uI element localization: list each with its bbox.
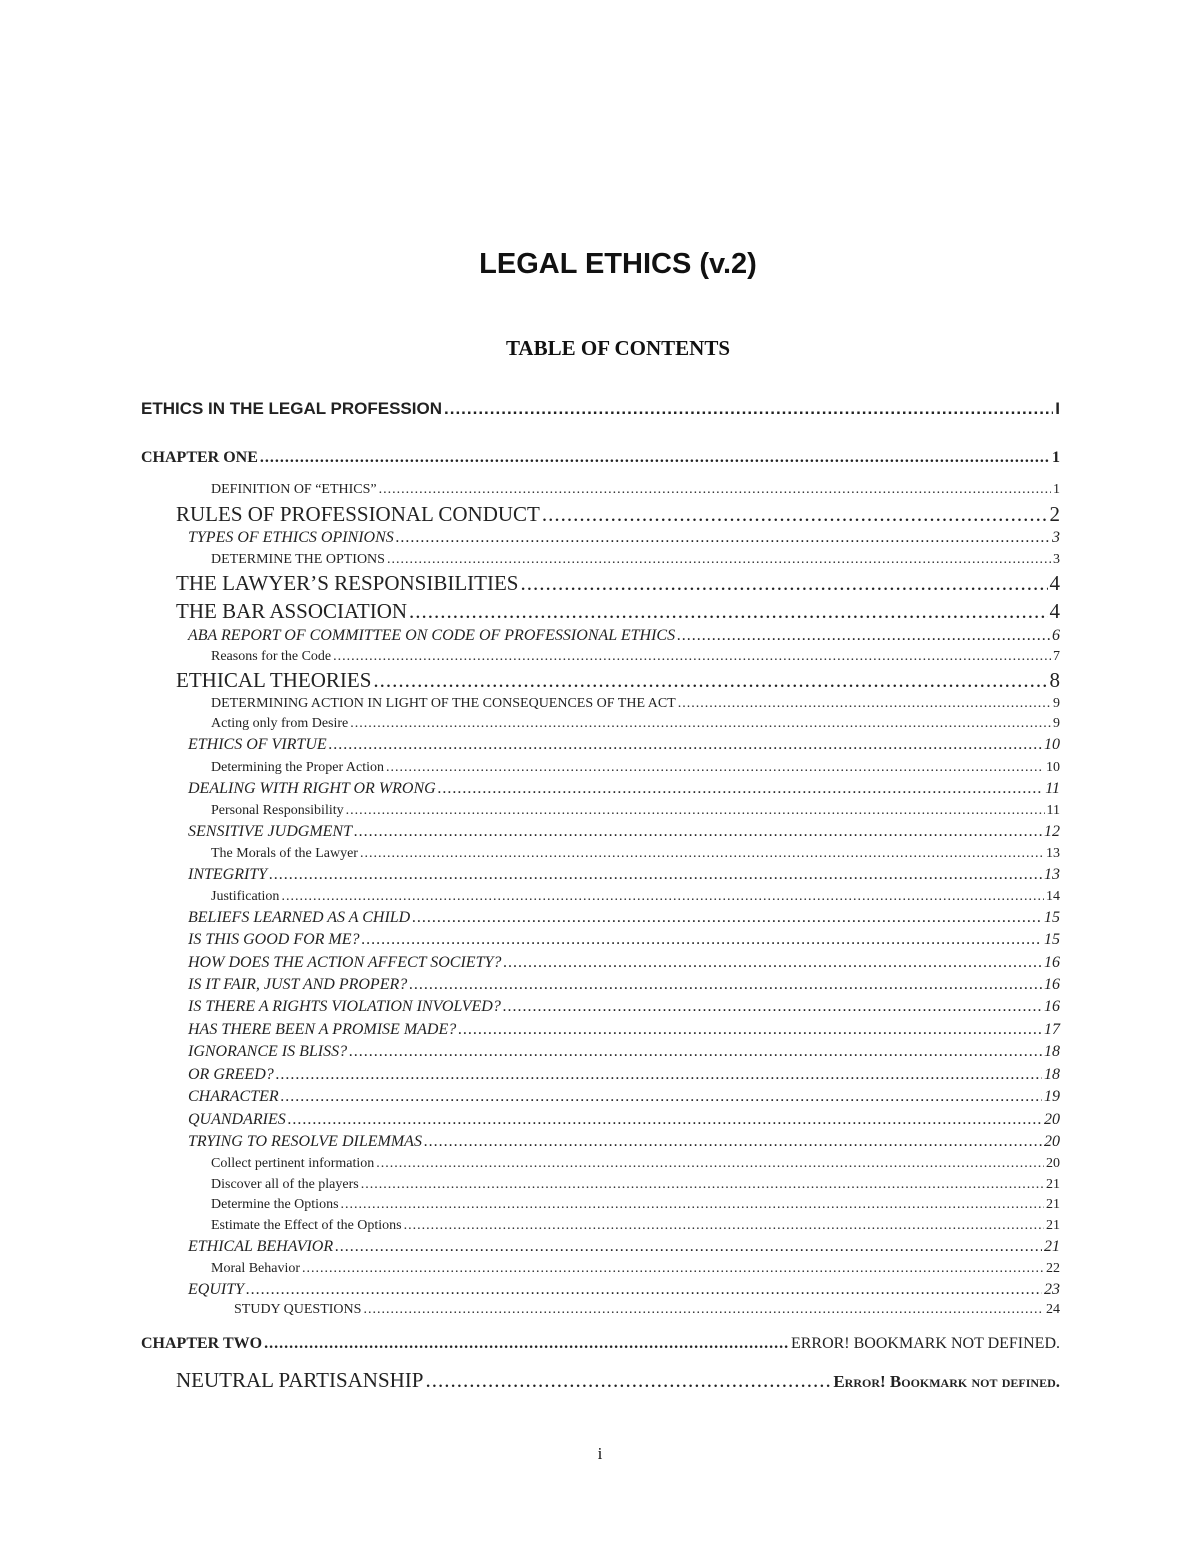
toc-entry-label: DETERMINING ACTION IN LIGHT OF THE CONSEQUENCES OF THE ACT <box>211 696 676 711</box>
toc-entry-page: 20 <box>1046 1156 1060 1171</box>
toc-entry[interactable] <box>188 1238 1060 1256</box>
toc-entry-label: Determining the Proper Action <box>211 760 385 775</box>
toc-leader <box>409 976 1042 994</box>
toc-entry[interactable] <box>211 1177 1060 1193</box>
toc-leader <box>424 1133 1042 1151</box>
toc-entry-page: 6 <box>1052 627 1060 644</box>
toc-entry[interactable] <box>188 976 1060 994</box>
toc-entry-label: Collect pertinent information <box>211 1156 375 1171</box>
toc-leader <box>363 1302 1044 1318</box>
toc-entry-label: Reasons for the Code <box>211 649 332 664</box>
toc-leader <box>396 529 1050 547</box>
toc-entry[interactable] <box>188 627 1060 645</box>
toc-leader <box>520 571 1047 596</box>
toc-entry-page: 8 <box>1049 668 1060 692</box>
toc-entry-page: Error! Bookmark not defined. <box>833 1372 1060 1391</box>
toc-entry[interactable] <box>211 1156 1060 1172</box>
toc-leader <box>458 1021 1042 1039</box>
toc-entry[interactable] <box>211 846 1060 862</box>
toc-entry-label: Justification <box>211 889 280 904</box>
toc-leader <box>281 889 1044 905</box>
toc-entry-label: ETHICS OF VIRTUE <box>188 736 327 753</box>
toc-entry-page: 18 <box>1044 1043 1060 1060</box>
toc-entry-page: 9 <box>1053 696 1060 711</box>
toc-entry[interactable] <box>188 1111 1060 1129</box>
toc-leader <box>412 909 1042 927</box>
toc-entry[interactable] <box>188 1021 1060 1039</box>
toc-leader <box>386 760 1044 776</box>
toc-entry-page: 3 <box>1053 552 1060 567</box>
toc-entry[interactable] <box>211 696 1060 712</box>
toc-entry-label: HAS THERE BEEN A PROMISE MADE? <box>188 1021 457 1038</box>
toc-entry-page: 11 <box>1046 803 1060 818</box>
toc-leader <box>349 1043 1042 1061</box>
toc-leader <box>404 1218 1044 1234</box>
toc-entry[interactable] <box>188 736 1060 754</box>
toc-entry-page: 10 <box>1046 760 1060 775</box>
toc-entry-page: 11 <box>1045 780 1060 797</box>
toc-entry[interactable] <box>211 803 1060 819</box>
toc-entry[interactable] <box>188 1133 1060 1151</box>
toc-leader <box>387 552 1051 568</box>
toc-leader <box>542 502 1048 527</box>
toc-entry[interactable] <box>211 552 1060 568</box>
toc-entry-label: OR GREED? <box>188 1066 274 1083</box>
toc-entry-label: ETHICAL BEHAVIOR <box>188 1238 334 1255</box>
toc-entry[interactable] <box>211 1261 1060 1277</box>
toc-entry[interactable] <box>188 823 1060 841</box>
toc-entry-page: 18 <box>1044 1066 1060 1083</box>
toc-leader <box>373 668 1047 693</box>
toc-entry-page: 22 <box>1046 1261 1060 1276</box>
toc-entry-label: Determine the Options <box>211 1197 339 1212</box>
toc-entry[interactable] <box>176 599 1060 624</box>
toc-leader <box>288 1111 1042 1129</box>
toc-entry-page: 13 <box>1046 846 1060 861</box>
toc-entry[interactable] <box>211 1218 1060 1234</box>
toc-entry-label: BELIEFS LEARNED AS A CHILD <box>188 909 411 926</box>
toc-entry-page: 24 <box>1046 1302 1060 1317</box>
toc-entry-label: Acting only from Desire <box>211 716 349 731</box>
toc-entry[interactable] <box>141 399 1060 419</box>
toc-leader <box>678 696 1051 712</box>
toc-entry[interactable] <box>188 954 1060 972</box>
toc-entry-label: INTEGRITY <box>188 866 268 883</box>
toc-entry[interactable] <box>141 449 1060 467</box>
toc-entry-page: 23 <box>1044 1281 1060 1298</box>
toc-entry-page: 3 <box>1052 529 1060 546</box>
toc-entry-page: 16 <box>1044 954 1060 971</box>
toc-entry-label: THE LAWYER’S RESPONSIBILITIES <box>176 571 519 595</box>
toc-entry-page: 15 <box>1044 931 1060 948</box>
toc-entry[interactable] <box>211 716 1060 732</box>
toc-leader <box>269 866 1042 884</box>
toc-entry-page: 17 <box>1044 1021 1060 1038</box>
toc-leader <box>503 998 1042 1016</box>
toc-entry[interactable] <box>176 1368 1060 1393</box>
toc-entry[interactable] <box>188 909 1060 927</box>
toc-entry-label: ABA REPORT OF COMMITTEE ON CODE OF PROFESSIONAL ETHICS <box>188 627 676 644</box>
toc-entry[interactable] <box>176 668 1060 693</box>
toc-leader <box>361 1177 1044 1193</box>
toc-entry-page: 20 <box>1044 1111 1060 1128</box>
toc-leader <box>281 1088 1042 1106</box>
toc-entry-label: IS THERE A RIGHTS VIOLATION INVOLVED? <box>188 998 501 1015</box>
toc-entry-label: HOW DOES THE ACTION AFFECT SOCIETY? <box>188 954 502 971</box>
toc-entry[interactable] <box>188 1088 1060 1106</box>
toc-entry[interactable] <box>176 502 1060 527</box>
toc-entry-page: 21 <box>1044 1238 1060 1255</box>
toc-entry[interactable] <box>188 1281 1060 1299</box>
toc-entry-label: THE BAR ASSOCIATION <box>176 599 408 623</box>
toc-entry-page: 21 <box>1046 1177 1060 1192</box>
toc-leader <box>379 482 1051 498</box>
toc-leader <box>425 1368 831 1393</box>
toc-entry[interactable] <box>211 760 1060 776</box>
toc-entry-label: DEALING WITH RIGHT OR WRONG <box>188 780 436 797</box>
toc-entry-label: The Morals of the Lawyer <box>211 846 358 861</box>
toc-entry-page: 21 <box>1046 1197 1060 1212</box>
toc-entry-label: TYPES OF ETHICS OPINIONS <box>188 529 394 546</box>
toc-entry-page: 1 <box>1052 449 1060 466</box>
toc-entry-page: 20 <box>1044 1133 1060 1150</box>
toc-entry-label: ETHICAL THEORIES <box>176 668 372 692</box>
toc-entry-page: 2 <box>1049 502 1060 526</box>
toc-entry-page: 16 <box>1044 976 1060 993</box>
toc-entry-page: 14 <box>1046 889 1060 904</box>
toc-leader <box>362 931 1042 949</box>
toc-entry[interactable] <box>211 482 1060 498</box>
toc-leader <box>276 1066 1042 1084</box>
toc-entry[interactable] <box>188 998 1060 1016</box>
toc-leader <box>350 716 1051 732</box>
toc-leader <box>260 449 1050 467</box>
toc-heading: TABLE OF CONTENTS <box>505 336 731 360</box>
toc-leader <box>409 599 1047 624</box>
toc-entry-label: IS THIS GOOD FOR ME? <box>188 931 360 948</box>
toc-entry[interactable] <box>211 649 1060 665</box>
toc-entry-label: Personal Responsibility <box>211 803 344 818</box>
toc-entry-label: STUDY QUESTIONS <box>234 1302 362 1317</box>
toc-leader <box>503 954 1042 972</box>
toc-entry-label: Moral Behavior <box>211 1261 301 1276</box>
toc-entry[interactable] <box>176 571 1060 596</box>
toc-leader <box>677 627 1050 645</box>
toc-entry-page: I <box>1055 399 1060 418</box>
toc-entry[interactable] <box>188 931 1060 949</box>
toc-leader <box>335 1238 1042 1256</box>
toc-entry-page: ERROR! BOOKMARK NOT DEFINED. <box>790 1335 1060 1352</box>
toc-leader <box>333 649 1051 665</box>
toc-leader <box>438 780 1043 798</box>
toc-entry-label: ETHICS IN THE LEGAL PROFESSION <box>141 399 442 418</box>
toc-entry-page: 15 <box>1044 909 1060 926</box>
toc-entry-label: CHARACTER <box>188 1088 279 1105</box>
toc-entry[interactable] <box>211 1197 1060 1213</box>
toc-entry-page: 10 <box>1044 736 1060 753</box>
toc-entry-label: DETERMINE THE OPTIONS <box>211 552 385 567</box>
toc-entry[interactable] <box>211 889 1060 905</box>
toc-leader <box>360 846 1044 862</box>
toc-leader <box>354 823 1042 841</box>
toc-entry-label: QUANDARIES <box>188 1111 286 1128</box>
toc-entry-page: 12 <box>1044 823 1060 840</box>
toc-entry-label: NEUTRAL PARTISANSHIP <box>176 1368 424 1392</box>
toc-entry-label: IGNORANCE IS BLISS? <box>188 1043 348 1060</box>
toc-leader <box>376 1156 1044 1172</box>
toc-entry[interactable] <box>188 780 1060 798</box>
toc-entry[interactable] <box>188 1066 1060 1084</box>
toc-entry-page: 1 <box>1053 482 1060 497</box>
toc-leader <box>302 1261 1044 1277</box>
toc-entry-label: Estimate the Effect of the Options <box>211 1218 402 1233</box>
toc-entry-label: Discover all of the players <box>211 1177 359 1192</box>
toc-entry-label: RULES OF PROFESSIONAL CONDUCT <box>176 502 540 526</box>
toc-entry-page: 7 <box>1053 649 1060 664</box>
toc-entry[interactable] <box>188 866 1060 884</box>
toc-entry-page: 4 <box>1049 571 1060 595</box>
toc-entry-page: 16 <box>1044 998 1060 1015</box>
toc-leader <box>444 399 1053 419</box>
toc-entry-page: 21 <box>1046 1218 1060 1233</box>
toc-entry-page: 4 <box>1049 599 1060 623</box>
toc-entry[interactable] <box>234 1302 1060 1318</box>
toc-entry-label: DEFINITION OF “ETHICS” <box>211 482 377 497</box>
toc-entry-page: 13 <box>1044 866 1060 883</box>
toc-entry-label: EQUITY <box>188 1281 245 1298</box>
page-number: i <box>597 1444 603 1463</box>
toc-leader <box>264 1335 789 1353</box>
toc-leader <box>346 803 1045 819</box>
toc-entry[interactable] <box>188 1043 1060 1061</box>
toc-entry-label: IS IT FAIR, JUST AND PROPER? <box>188 976 408 993</box>
toc-entry-page: 19 <box>1044 1088 1060 1105</box>
toc-entry-label: SENSITIVE JUDGMENT <box>188 823 352 840</box>
toc-entry[interactable] <box>188 529 1060 547</box>
toc-entry[interactable] <box>141 1335 1060 1353</box>
toc-entry-label: CHAPTER ONE <box>141 449 258 466</box>
toc-leader <box>341 1197 1044 1213</box>
toc-entry-label: CHAPTER TWO <box>141 1335 263 1352</box>
toc-entry-label: TRYING TO RESOLVE DILEMMAS <box>188 1133 422 1150</box>
toc-leader <box>246 1281 1042 1299</box>
toc-entry-page: 9 <box>1053 716 1060 731</box>
toc-leader <box>329 736 1042 754</box>
document-title: LEGAL ETHICS (v.2) <box>479 248 757 280</box>
